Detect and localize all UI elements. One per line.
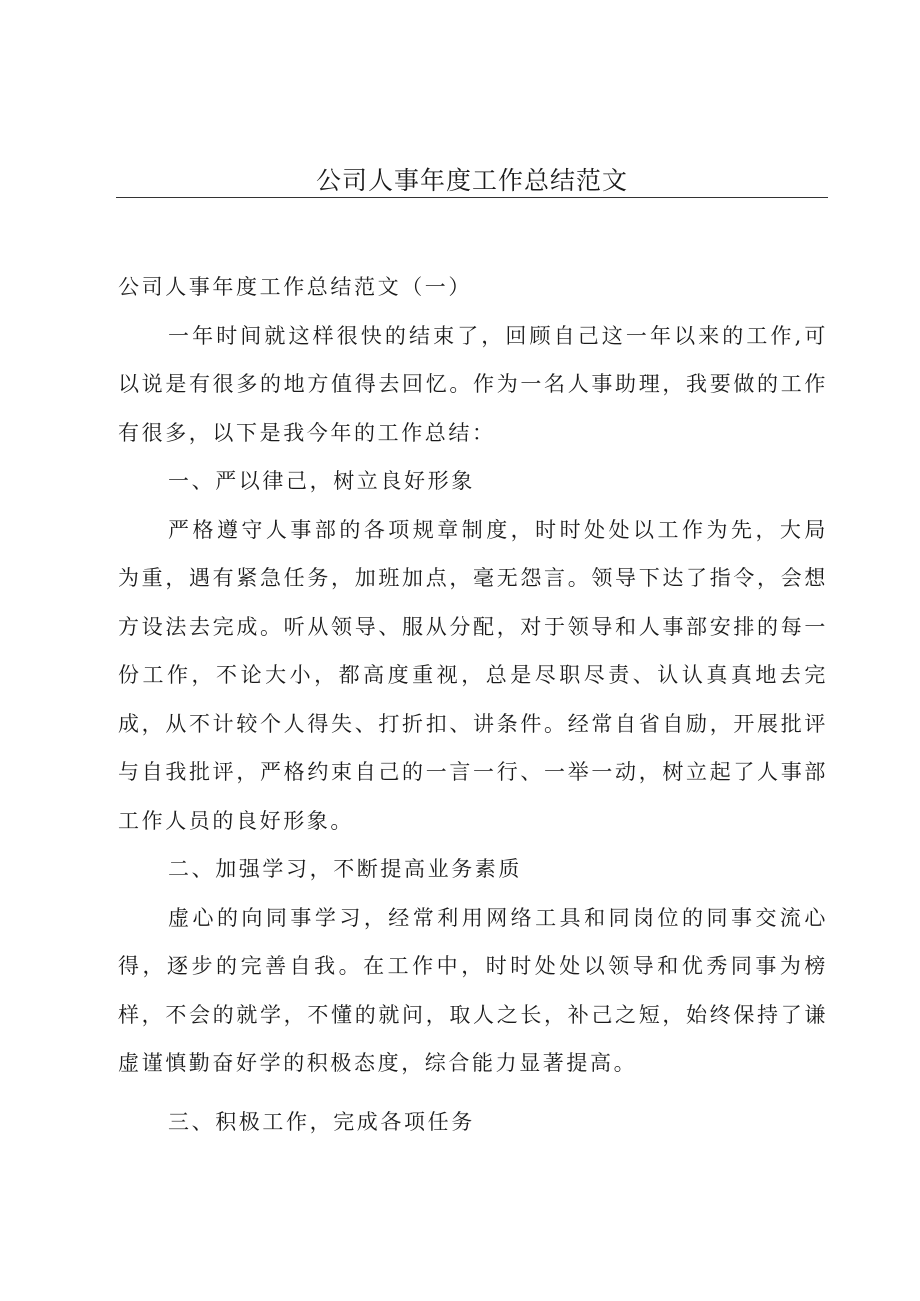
- paragraph-1: 严格遵守人事部的各项规章制度，时时处处以工作为先，大局为重，遇有紧急任务，加班加点，毫无怨言。领导下达了指令，会想方设法去完成。听从领导、服从分配，对于领导和人事部安排的每一份工作，不论大小，都高度重视，总是尽职尽责、认认真真地去完成，从不计较个人得失、打折扣、讲条件。经常自省自励，开展批评与自我批评，严格约束自己的一言一行、一举一动，树立起了人事部工作人员的良好形象。: [118, 517, 828, 833]
- section-heading: 公司人事年度工作总结范文（一）: [118, 275, 472, 299]
- subheading-3: 三、积极工作，完成各项任务: [168, 1109, 475, 1134]
- document-body: [118, 263, 828, 1146]
- subheading-1: 一、严以律己，树立良好形象: [168, 469, 475, 493]
- intro-paragraph: 一年时间就这样很快的结束了，回顾自己这一年以来的工作,可以说是有很多的地方值得去回忆。作为一名人事助理，我要做的工作有很多，以下是我今年的工作总结：: [118, 323, 828, 445]
- paragraph-2: 虚心的向同事学习，经常利用网络工具和同岗位的同事交流心得，逐步的完善自我。在工作中，时时处处以领导和优秀同事为榜样，不会的就学，不懂的就问，取人之长，补己之短，始终保持了谦虚谨慎勤奋好学的积极态度，综合能力显著提高。: [118, 905, 828, 1075]
- title-divider: [116, 197, 828, 198]
- subheading-2: 二、加强学习，不断提高业务素质: [168, 857, 522, 881]
- page-title: 公司人事年度工作总结范文: [315, 166, 628, 195]
